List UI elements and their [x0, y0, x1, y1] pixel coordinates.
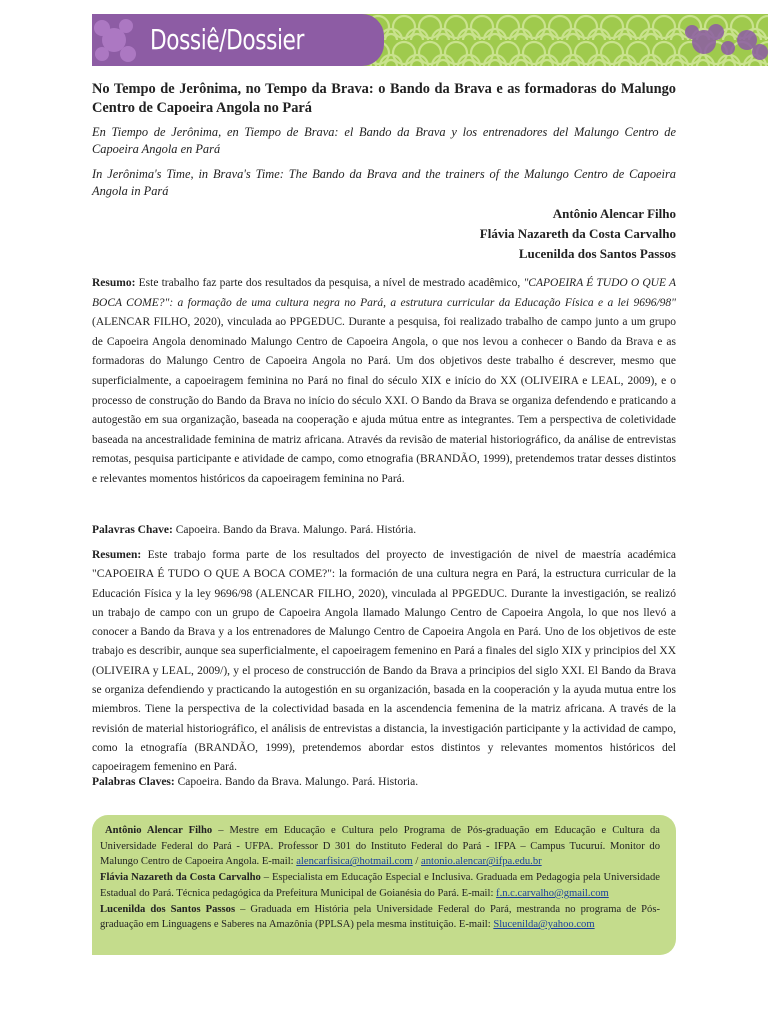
title-english: In Jerônima's Time, in Brava's Time: The Bando da Brava and the trainers of the Malungo Centro de Capoeira Angola in Pará	[92, 167, 676, 198]
author-bio-box	[92, 815, 676, 955]
email-link[interactable]: Slucenilda@yahoo.com	[493, 919, 595, 931]
title-spanish: En Tiempo de Jerônima, en Tiempo de Brava: el Bando da Brava y los entrenadores del Malungo Centro de Capoeira Angola en Pará	[92, 125, 676, 156]
email-separator: /	[412, 856, 422, 868]
dossier-tab	[92, 14, 384, 66]
title-portuguese: No Tempo de Jerônima, no Tempo da Brava: o Bando da Brava e as formadoras do Malungo Centro de Capoeira Angola no Pará	[92, 81, 676, 116]
keywords-portuguese	[92, 521, 676, 541]
author-bio	[100, 823, 660, 870]
keywords-text: Capoeira. Bando da Brava. Malungo. Pará. História.	[172, 524, 417, 536]
author-list	[480, 204, 676, 264]
bio-author-name: Lucenilda dos Santos Passos	[100, 903, 236, 915]
author-bio	[100, 870, 660, 901]
abstract-portuguese	[92, 274, 676, 490]
author-name: Lucenilda dos Santos Passos	[518, 246, 676, 261]
abstract-label: Resumen:	[92, 549, 142, 561]
bio-text: – Mestre em Educação e Cultura pelo Programa de Pós-graduação em Educação e Cultura da Universidade Federal do Pará - UFPA. Professor D 301 do Instituto Federal do Pará - IFPA – Campus Tucuruí. Monitor do Malungo Centro de Capoeira Angola. E-mail:	[100, 825, 660, 868]
keywords-spanish	[92, 773, 676, 793]
abstract-italic-title: "CAPOEIRA É TUDO O QUE A BOCA COME?": a formação de uma cultura negra no Pará, a estrutura curricular da Educação Física e a lei 9696/98"	[92, 277, 676, 309]
section-label: Dossiê/Dossier	[150, 23, 304, 56]
flower-icon	[92, 14, 152, 66]
keywords-label: Palabras Claves:	[92, 776, 175, 788]
abstract-text: Este trabalho faz parte dos resultados da pesquisa, a nível de mestrado acadêmico,	[135, 277, 524, 289]
keywords-label: Palavras Chave:	[92, 524, 173, 536]
email-link[interactable]: antonio.alencar@ifpa.edu.br	[421, 856, 542, 868]
abstract-label: Resumo:	[92, 277, 136, 289]
abstract-text: (ALENCAR FILHO, 2020), vinculada ao PPGEDUC. Durante a pesquisa, foi realizado trabalho de campo junto a um grupo de Capoeira Angola denominado Malungo Centro de Capoeira Angola, o que nos levou a conhecer o Bando da Brava e as formadoras do Malungo Centro de Capoeira Angola no Pará. Um dos objetivos deste trabalho é descrever, mesmo que superficialmente, a capoeiragem feminina no Pará no final do século XIX e início do XX (OLIVEIRA e LEAL, 2009), e o processo de construção do Bando da Brava no início do século XXI. O Bando da Brava se organiza defendendo e praticando a autogestão em sua organização, baseada na cooperação e ajuda mútua entre as integrantes. Tem a perspectiva de coletividade baseada na ancestralidade feminina de matriz africana. Através da revisão de material historiográfico, da análise de entrevistas remotas, pesquisa participante e atividade de campo, como etnografia (BRANDÃO, 1999), pretendemos tratar desses distintos e relevantes momentos históricos da capoeiragem feminina no Pará.	[92, 316, 676, 485]
author-name: Antônio Alencar Filho	[552, 206, 676, 221]
keywords-text: Capoeira. Bando da Brava. Malungo. Pará. Historia.	[174, 776, 419, 788]
abstract-text: Este trabajo forma parte de los resultados del proyecto de investigación de nivel de maestría académica "CAPOEIRA É TUDO O QUE A BOCA COME?": la formación de una cultura negra en Pará, la estructura curricular de la Educación Física y la ley 9696/98 (ALENCAR FILHO, 2020), vinculada al PPGEDUC. Durante la investigación, se realizó un trabajo de campo con un grupo de Capoeira Angola llamado Malungo Centro de Capoeira Angola, lo que nos llevó a conocer a Bando da Brava y a los entrenadores de Malungo Centro de Capoeira Angola en Pará. Uno de los objetivos de este trabajo es describir, aunque sea superficialmente, el capoeiragem femenino en Pará a finales del siglo XIX y principios del XX (OLIVEIRA y LEAL, 2009/), y el proceso de construcción de Bando da Brava a principios del siglo XXI. El Bando da Brava se organiza defendiendo y practicando la autogestión en su organización, basada en la cooperación y la ayuda mutua entre los miembros. Tiene la perspectiva de la colectividad basada en la ascendencia femenina de la matriz africana. A través de la revisión de material historiográfico, el análisis de entrevistas a distancia, la investigación participante y la actividad de campo, como la etnografía (BRANDÃO, 1999), pretendemos abordar estos distintos y relevantes momentos históricos del capoeiragem femenino en Pará.	[92, 549, 676, 774]
author-name: Flávia Nazareth da Costa Carvalho	[479, 226, 676, 241]
bio-author-name: Flávia Nazareth da Costa Carvalho	[100, 872, 261, 884]
section-banner	[92, 14, 768, 66]
bio-author-name: Antônio Alencar Filho	[105, 825, 213, 836]
bio-text: – Graduada em História pela Universidade Federal do Pará, mestranda no programa de Pós-graduação em Linguagens e Saberes na Amazônia (PPLSA) pela mesma instituição. E-mail:	[100, 903, 660, 931]
email-link[interactable]: alencarfisica@hotmail.com	[296, 856, 413, 868]
bio-text: – Especialista em Educação Especial e Inclusiva. Graduada em Pedagogia pela Universidade Estadual do Pará. Técnica pedagógica da Prefeitura Municipal de Goianésia do Pará. E-mail:	[100, 872, 660, 899]
author-bio	[100, 902, 660, 933]
abstract-spanish	[92, 546, 676, 778]
email-link[interactable]: f.n.c.carvalho@gmail.com	[496, 887, 609, 899]
